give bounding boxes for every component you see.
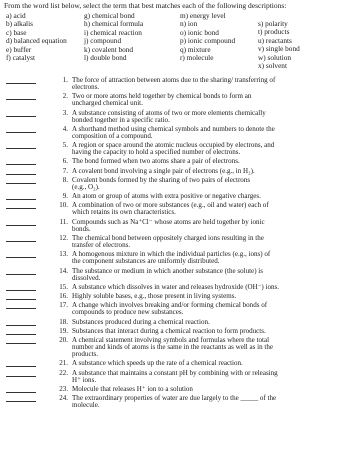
question-text	[72, 251, 350, 265]
question-text-line: A shorthand method using chemical symbols and numbers to denote the	[72, 124, 275, 133]
question-text	[72, 293, 350, 300]
answer-blank[interactable]	[6, 360, 36, 367]
question-item	[0, 302, 350, 316]
question-item	[0, 251, 350, 265]
word-bank-term: i) chemical reaction	[84, 27, 142, 37]
question-text	[72, 202, 350, 216]
question-text	[72, 110, 350, 124]
question-number: 10.	[59, 201, 68, 210]
word-bank-term: d) balanced equation	[6, 36, 67, 46]
question-text-line: bonds.	[72, 224, 91, 233]
question-text-line: Covalent bonds formed by the sharing of two pairs of electrons	[72, 175, 251, 184]
word-bank-column-3	[180, 12, 235, 62]
question-item	[0, 93, 350, 107]
word-bank-term: r) molecule	[180, 52, 214, 62]
question-text	[72, 177, 350, 191]
question-number: 3.	[62, 108, 68, 117]
answer-blank[interactable]	[6, 293, 36, 300]
question-item	[0, 386, 350, 393]
question-text-line: the component substances are uniformly distributed.	[72, 257, 220, 266]
question-number: 16.	[59, 292, 68, 301]
question-text	[72, 328, 350, 335]
word-bank-term: m) energy level	[180, 11, 226, 20]
question-text	[72, 93, 350, 107]
question-item	[0, 337, 350, 358]
question-number: 21.	[59, 359, 68, 368]
question-number: 11.	[59, 217, 68, 226]
question-text-line: A homogenous mixture in which the individual particles (e.g., ions) of	[72, 250, 271, 259]
question-text-line: Substances that interact during a chemical reaction to form products.	[72, 326, 266, 335]
question-text	[72, 268, 350, 282]
word-bank-term: f) catalyst	[6, 52, 35, 62]
word-bank-term: n) ion	[180, 19, 198, 29]
question-text-line: transfer of electrons.	[72, 241, 131, 249]
answer-blank[interactable]	[6, 328, 36, 335]
answer-blank[interactable]	[6, 284, 36, 291]
question-text-line: electrons.	[72, 83, 100, 92]
question-text-line: A substance that maintains a constant pH by combining with or releasing	[72, 368, 278, 377]
question-text-line: H⁺ ions.	[72, 375, 97, 384]
question-text-line: A chemical statement involving symbols and formulas where the total	[72, 336, 270, 345]
question-item	[0, 235, 350, 249]
answer-blank[interactable]	[6, 193, 36, 200]
question-text-line: The chemical bond between oppositely charged ions resulting in the	[72, 233, 264, 242]
question-text-line: molecule.	[72, 401, 100, 410]
question-text-line: A substance which speeds up the rate of a chemical reaction.	[72, 359, 243, 368]
answer-blank[interactable]	[6, 158, 36, 165]
word-bank-column-2	[84, 12, 143, 62]
question-number: 8.	[62, 175, 68, 184]
answer-blank[interactable]	[6, 251, 36, 258]
word-bank-term: c) base	[6, 27, 27, 37]
word-bank-term: l) double bond	[84, 52, 127, 62]
question-text-line: bonded together in a specific ratio.	[72, 115, 170, 124]
word-bank-term: k) covalent bond	[84, 44, 134, 54]
answer-blank[interactable]	[6, 235, 36, 242]
word-bank-term: q) mixture	[180, 44, 211, 54]
question-item	[0, 360, 350, 367]
question-number: 19.	[59, 326, 68, 335]
question-text	[72, 284, 350, 291]
question-text	[72, 126, 350, 140]
word-bank-term: a) acid	[6, 11, 26, 20]
answer-blank[interactable]	[6, 268, 36, 275]
question-text	[72, 337, 350, 358]
question-number: 22.	[59, 368, 68, 377]
question-number: 2.	[62, 92, 68, 101]
question-text	[72, 395, 350, 409]
word-bank-term: t) products	[258, 27, 290, 37]
question-number: 20.	[59, 336, 68, 345]
question-text	[72, 319, 350, 326]
question-text-line: composition of a compound.	[72, 131, 153, 140]
question-item	[0, 193, 350, 200]
question-text	[72, 386, 350, 393]
question-text-line: Highly soluble bases, e.g., those present in living systems.	[72, 292, 237, 301]
question-text-line: A substance consisting of atoms of two or more elements chemically	[72, 108, 266, 117]
question-number: 7.	[62, 166, 68, 175]
word-bank-term: o) ionic bond	[180, 27, 219, 37]
answer-blank[interactable]	[6, 126, 36, 133]
question-text-line: (e.g., O₂).	[72, 182, 100, 191]
word-bank-term: u) reactants	[258, 35, 292, 45]
question-item	[0, 319, 350, 326]
question-number: 17.	[59, 301, 68, 310]
question-item	[0, 202, 350, 216]
question-text	[72, 168, 350, 175]
question-item	[0, 126, 350, 140]
question-number: 9.	[62, 192, 68, 201]
word-bank-term: g) chemical bond	[84, 11, 135, 20]
word-bank-term: e) buffer	[6, 44, 32, 54]
question-item	[0, 110, 350, 124]
answer-blank[interactable]	[6, 168, 36, 175]
question-item	[0, 328, 350, 335]
question-item	[0, 219, 350, 233]
word-bank-term: v) single bond	[258, 44, 300, 54]
question-text-line: A substance which dissolves in water and releases hydroxide (OH⁻) ions.	[72, 282, 280, 291]
question-item	[0, 293, 350, 300]
question-number: 12.	[59, 233, 68, 242]
question-text	[72, 77, 350, 91]
word-bank-term: j) compound	[84, 36, 122, 46]
question-text-line: A covalent bond involving a single pair of electrons (e.g., in H₂).	[72, 166, 255, 175]
question-list	[0, 77, 350, 411]
question-text	[72, 158, 350, 165]
word-bank-term: x) solvent	[258, 60, 287, 70]
answer-blank[interactable]	[6, 319, 36, 326]
answer-blank[interactable]	[6, 219, 36, 226]
word-bank	[6, 12, 348, 78]
question-number: 5.	[62, 141, 68, 150]
answer-blank[interactable]	[6, 202, 36, 209]
question-number: 1.	[62, 76, 68, 84]
question-text-line: dissolved.	[72, 273, 101, 282]
question-number: 4.	[62, 124, 68, 133]
question-text	[72, 219, 350, 233]
question-text-line: products.	[72, 350, 99, 359]
question-text	[72, 370, 350, 384]
instructions-text: From the word list below, select the term that best matches each of the following descriptions:	[4, 1, 287, 10]
question-item	[0, 158, 350, 165]
word-bank-term: w) solution	[258, 52, 292, 62]
question-text-line: Two or more atoms held together by chemical bonds to form an	[72, 92, 252, 101]
answer-blank[interactable]	[6, 370, 36, 377]
question-number: 6.	[62, 157, 68, 166]
answer-blank[interactable]	[6, 386, 36, 393]
question-text-line: number and kinds of atoms is the same in the reactants as well as in the	[72, 343, 273, 352]
question-text	[72, 142, 350, 156]
answer-blank[interactable]	[6, 395, 36, 402]
question-number: 15.	[59, 282, 68, 291]
answer-blank[interactable]	[6, 110, 36, 117]
word-bank-column-1	[6, 12, 67, 62]
question-item	[0, 168, 350, 175]
answer-blank[interactable]	[6, 177, 36, 184]
word-bank-column-4	[258, 20, 300, 70]
question-text-line: The force of attraction between atoms due to the sharing/ transferring of	[72, 76, 276, 84]
question-item	[0, 177, 350, 191]
question-text-line: A combination of two or more substances (e.g., oil and water) each of	[72, 201, 269, 210]
question-item	[0, 268, 350, 282]
question-text-line: having the capacity to hold a specified number of electrons.	[72, 148, 241, 157]
question-text-line: The substance or medium in which another substance (the solute) is	[72, 266, 263, 275]
question-spacer	[0, 409, 350, 411]
question-text-line: Molecule that releases H⁺ ion to a solution	[72, 384, 193, 393]
question-number: 23.	[59, 384, 68, 393]
question-text-line: The extraordinary properties of water are due largely to the _____ of the	[72, 394, 277, 403]
question-number: 18.	[59, 317, 68, 326]
answer-blank[interactable]	[6, 93, 36, 100]
question-text-line: A region or space around the atomic nucleus occupied by electrons, and	[72, 141, 275, 150]
question-item	[0, 370, 350, 384]
question-item	[0, 284, 350, 291]
question-text	[72, 302, 350, 316]
question-text-line: which retains its own characteristics.	[72, 208, 176, 217]
answer-blank[interactable]	[6, 142, 36, 149]
answer-blank[interactable]	[6, 302, 36, 309]
word-bank-term: h) chemical formula	[84, 19, 144, 29]
word-bank-term: s) polarity	[258, 19, 288, 28]
question-number: 14.	[59, 266, 68, 275]
question-text-line: An atom or group of atoms with extra positive or negative charges.	[72, 192, 261, 201]
word-bank-term: p) ionic compound	[180, 36, 236, 46]
question-text-line: Substances produced during a chemical reaction.	[72, 317, 210, 326]
question-text	[72, 360, 350, 367]
question-text-line: Compounds such as Na⁺Cl⁻ whose atoms are held together by ionic	[72, 217, 265, 226]
question-item	[0, 142, 350, 156]
question-number: 13.	[59, 250, 68, 259]
question-text-line: uncharged chemical unit.	[72, 99, 143, 108]
answer-blank[interactable]	[6, 337, 36, 344]
question-text	[72, 235, 350, 249]
question-item	[0, 77, 350, 91]
word-bank-term: b) alkalis	[6, 19, 33, 29]
question-text	[72, 193, 350, 200]
answer-blank[interactable]	[6, 77, 36, 84]
question-text-line: A change which involves breaking and/or forming chemical bonds of	[72, 301, 268, 310]
question-number: 24.	[59, 394, 68, 403]
question-text-line: compounds to produce new substances.	[72, 308, 184, 317]
question-text-line: The bond formed when two atoms share a pair of electrons.	[72, 157, 240, 166]
question-item	[0, 395, 350, 409]
